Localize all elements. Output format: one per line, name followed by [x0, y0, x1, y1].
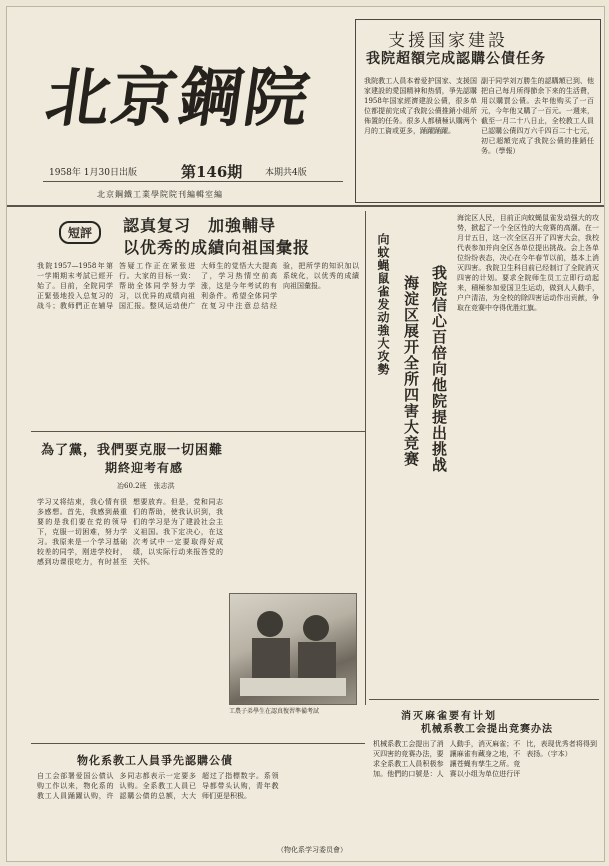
photo-caption: 工農子弟學生在認真復習準備考試 [229, 708, 320, 715]
issue-number: 第146期 [181, 163, 243, 181]
bottom-headline: 物化系教工人員爭先認購公債 [77, 754, 233, 767]
masthead-rule [43, 181, 343, 182]
right-article-body: 海淀区人民，目前正向蚊蝇鼠雀发动强大的攻势，掀起了一个全区性的大竞赛的高潮。在一月廿五日，这一次全区召开了四害大会，我校代表参加并向全区各单位提出挑战。会上各单位纷纷表态，决心在今年春节以前，基本上消灭四害。我院卫生科目前已经制订了全院消灭四害的计划。要求全院师生员工立即行动起来，積極参加爱国卫生运动，做到人人動手，户户清洁，为全校的除四害运动作出贡献，争取在竞赛中夺得优胜红旗。 [457, 214, 599, 312]
top-box-para-1: 我院教工人員本着爱护国家、支援国家建設的愛国精神和热情，爭先認購1958年国家經濟建設公債，很多单位都提前完成了我院公債推銷小組所佈置的任务。很多人都積極认購两个月的工資或更多，踊躍踊躍。 [364, 77, 477, 135]
bottom-rule [31, 743, 365, 744]
party-byline: 冶60.2班 张志洪 [117, 482, 175, 490]
bottom-signature: （物化系学习委员會） [277, 846, 347, 854]
machinery-subheadline: 机械系教工会提出竞赛办法 [421, 724, 553, 735]
top-box-para-2: 副于同学刘万勝生的認購額已到、他把自己每月所得節余下来的生活費，用以購買公債。去年他购买了一百元，今年他又購了一百元。一週来，截至一月二十八日止，全校教工人員已認購公債四万六千四百二十七元，初已超額完成了我院公債的推銷任务。（學報） [481, 77, 594, 155]
party-article-body: 学习又将结束，我心情有很多感想。首先，我感到最重要的是我们要在党的领导下，克服一切困难，努力学习。我原来是一个学习基础较差的同学，刚进学校时，感到功课很吃力，有时甚至想要放弃。但是，党和同志们的帮助，使我认识到，我们的学习是为了建設社会主义祖国。我下定决心，在这次考试中一定要取得好成绩，以实际行动来报答党的关怀。 [37, 498, 223, 566]
top-box-headline: 我院超額完成認購公債任务 [366, 51, 546, 67]
party-headline-1: 為了黨，我們要克服一切困難 [41, 443, 224, 458]
party-rule [31, 431, 365, 432]
page-count: 本期共4版 [265, 168, 307, 178]
main-headline-1: 認真复习 加強輔导 [123, 216, 277, 235]
main-article-body: 我院1957—1958年第一学期期末考試已經开始了。目前，全院同学正緊張地投入总复习的战斗；教师們正在辅导答疑工作正在紧张进行。大家的目标一致：帮助全体同学努力学习，以优异的成绩向祖国汇报。整风运动使广大师生的觉悟大大提高了，学习热情空前高涨，这是今年考试的有利条件。希望全体同学在复习中注意总结经验，把所学的知识加以系统化，以优秀的成績向祖国彙报。 [37, 262, 359, 310]
vertical-headline-2: 海淀区展开全所四害大竞赛 [402, 275, 420, 467]
newspaper-page [6, 6, 605, 862]
top-box-article [355, 19, 601, 203]
masthead-title: 北京鋼院 [40, 61, 316, 136]
vertical-headline-1: 我院信心百倍向他院提出挑战 [430, 265, 448, 473]
photo-figures-icon [230, 594, 356, 704]
bottom-article-body: 自工会部署爱国公债认购工作以来，物化系的教工人員踊躍认购，许多同志都表示一定要多认购。全系教工人員已認購公债的总额，大大超过了指標数字。系领导都带头认购，青年教师们更是积极。 [37, 772, 279, 800]
machinery-headline: 消灭麻雀要有计划 [401, 711, 497, 722]
machinery-article-body: 机械系教工会提出了消灭四害的竞赛办法，要求全系教工人員积极参加。他們的口號是：人人動手，消灭麻雀；不讓麻雀有藏身之地，不讓苍蝇有孳生之所。竞赛以小组为单位进行评比，表现优秀者将得到表扬。（宇本） [373, 740, 597, 778]
date-line: 1958年 1月30日出版 [49, 168, 137, 178]
top-box-title: 支援国家建設 [388, 31, 508, 51]
publisher-line: 北京鋼鐵工業學院院刊編輯室編 [97, 190, 223, 199]
main-headline-2: 以优秀的成績向祖国彙报 [123, 238, 311, 257]
column-divider [365, 211, 366, 705]
section-rule [7, 205, 604, 207]
vertical-headline-3: 向蚊蝇鼠雀发动強大攻勢 [376, 233, 390, 376]
editorial-badge: 短評 [59, 221, 101, 244]
party-headline-2: 期終迎考有感 [105, 461, 184, 475]
machinery-rule [369, 699, 599, 700]
students-photo [229, 593, 357, 705]
